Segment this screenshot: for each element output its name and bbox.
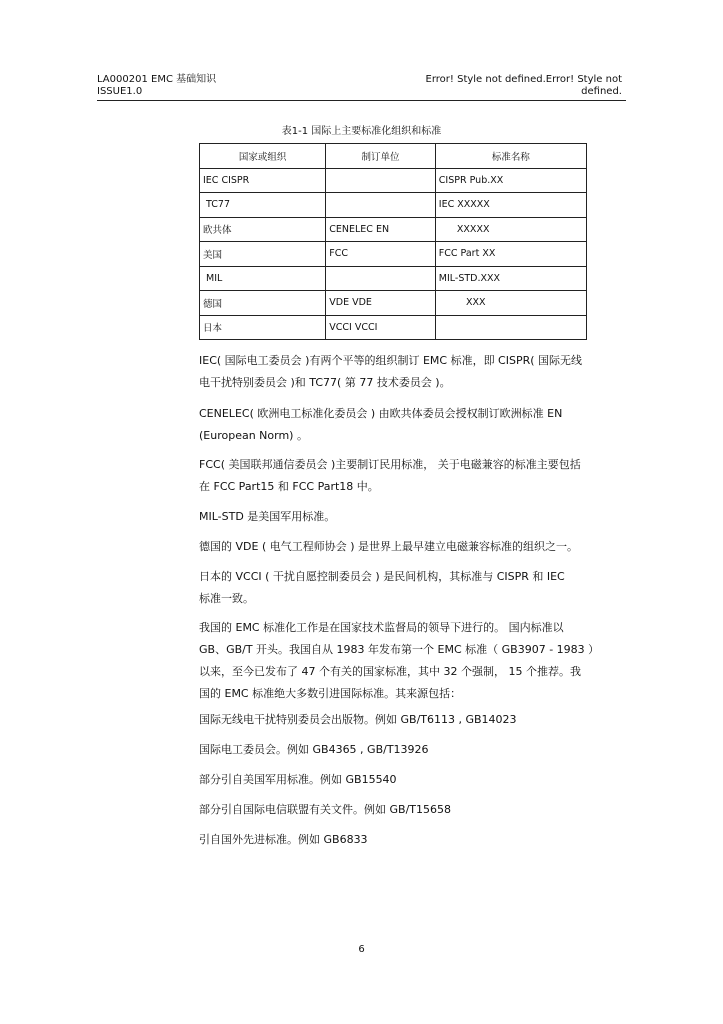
- table-cell: 德国: [200, 291, 326, 316]
- paragraph-line: 我国的 EMC 标准化工作是在国家技术监督局的领导下进行的。 国内标准以: [199, 621, 564, 634]
- table-cell: [326, 266, 436, 291]
- page-header: [97, 74, 626, 101]
- table-cell: TC77: [200, 193, 326, 218]
- header-issue: ISSUE1.0: [97, 86, 143, 97]
- table-header-row: [200, 144, 587, 169]
- table-cell: XXXXX: [435, 217, 586, 242]
- paragraph-vde: [199, 536, 639, 558]
- source-item: 部分引自国际电信联盟有关文件。例如 GB/T15658: [199, 803, 451, 816]
- paragraph-line: MIL-STD 是美国军用标准。: [199, 510, 336, 523]
- paragraph-cenelec: [199, 403, 639, 447]
- table-cell: MIL-STD.XXX: [435, 266, 586, 291]
- table-row: [200, 242, 587, 267]
- header-left: [97, 74, 216, 98]
- table-cell: [326, 168, 436, 193]
- paragraph-line: 德国的 VDE ( 电气工程师协会 ) 是世界上最早建立电磁兼容标准的组织之一。: [199, 540, 579, 553]
- paragraph-line: IEC( 国际电工委员会 )有两个平等的组织制订 EMC 标准，即 CISPR( 国际无线: [199, 354, 583, 367]
- header-doc-title: LA000201 EMC 基础知识: [97, 74, 217, 85]
- table-row: [200, 266, 587, 291]
- table-cell: 欧共体: [200, 217, 326, 242]
- paragraph-fcc: [199, 454, 639, 498]
- source-item: 国际电工委员会。例如 GB4365 , GB/T13926: [199, 743, 429, 756]
- column-header-standard-name: 标准名称: [435, 144, 586, 169]
- table-cell: 日本: [200, 315, 326, 340]
- table-cell: CENELEC EN: [326, 217, 436, 242]
- paragraph-line: GB、GB/T 开头。我国自从 1983 年发布第一个 EMC 标准（ GB3907 - 1983 ）: [199, 643, 600, 656]
- table-cell: 美国: [200, 242, 326, 267]
- source-item: 引自国外先进标准。例如 GB6833: [199, 833, 368, 846]
- column-header-issuer: 制订单位: [326, 144, 436, 169]
- table-cell: [326, 193, 436, 218]
- paragraph-line: 电干扰特别委员会 )和 TC77( 第 77 技术委员会 )。: [199, 376, 451, 389]
- table-cell: IEC XXXXX: [435, 193, 586, 218]
- table-row: [200, 168, 587, 193]
- paragraph-line: 标准一致。: [199, 592, 254, 605]
- paragraph-vcci: [199, 566, 639, 610]
- paragraph-line: 国的 EMC 标准绝大多数引进国际标准。其来源包括：: [199, 687, 462, 700]
- paragraph-line: FCC( 美国联邦通信委员会 )主要制订民用标准， 关于电磁兼容的标准主要包括: [199, 458, 581, 471]
- paragraph-china-emc: [199, 617, 639, 705]
- table-row: [200, 217, 587, 242]
- source-item: 国际无线电干扰特别委员会出版物。例如 GB/T6113 , GB14023: [199, 713, 517, 726]
- table-cell: [435, 315, 586, 340]
- table-caption: 表1-1 国际上主要标准化组织和标准: [281, 126, 442, 137]
- table-cell: XXX: [435, 291, 586, 316]
- page-number: 6: [358, 944, 365, 955]
- table-cell: CISPR Pub.XX: [435, 168, 586, 193]
- paragraph-line: CENELEC( 欧洲电工标准化委员会 ) 由欧共体委员会授权制订欧洲标准 EN: [199, 407, 563, 420]
- column-header-organization: 国家或组织: [200, 144, 326, 169]
- paragraph-iec: [199, 350, 639, 394]
- paragraph-line: (European Norm) 。: [199, 429, 308, 442]
- table-row: [200, 315, 587, 340]
- table-cell: VCCI VCCI: [326, 315, 436, 340]
- table-cell: FCC: [326, 242, 436, 267]
- table-cell: VDE VDE: [326, 291, 436, 316]
- table-cell: MIL: [200, 266, 326, 291]
- source-item: 部分引自美国军用标准。例如 GB15540: [199, 773, 397, 786]
- header-style-error: Error! Style not defined.Error! Style not defined.: [425, 74, 622, 97]
- paragraph-line: 以来，至今已发布了 47 个有关的国家标准，其中 32 个强制， 15 个推荐。我: [199, 665, 581, 678]
- paragraph-line: 在 FCC Part15 和 FCC Part18 中。: [199, 480, 379, 493]
- table-cell: IEC CISPR: [200, 168, 326, 193]
- paragraph-mil-std: [199, 506, 639, 528]
- paragraph-line: 日本的 VCCI ( 干扰自愿控制委员会 ) 是民间机构，其标准与 CISPR 和 IEC: [199, 570, 565, 583]
- standards-table: [199, 143, 587, 340]
- table-row: [200, 193, 587, 218]
- table-row: [200, 291, 587, 316]
- table-cell: FCC Part XX: [435, 242, 586, 267]
